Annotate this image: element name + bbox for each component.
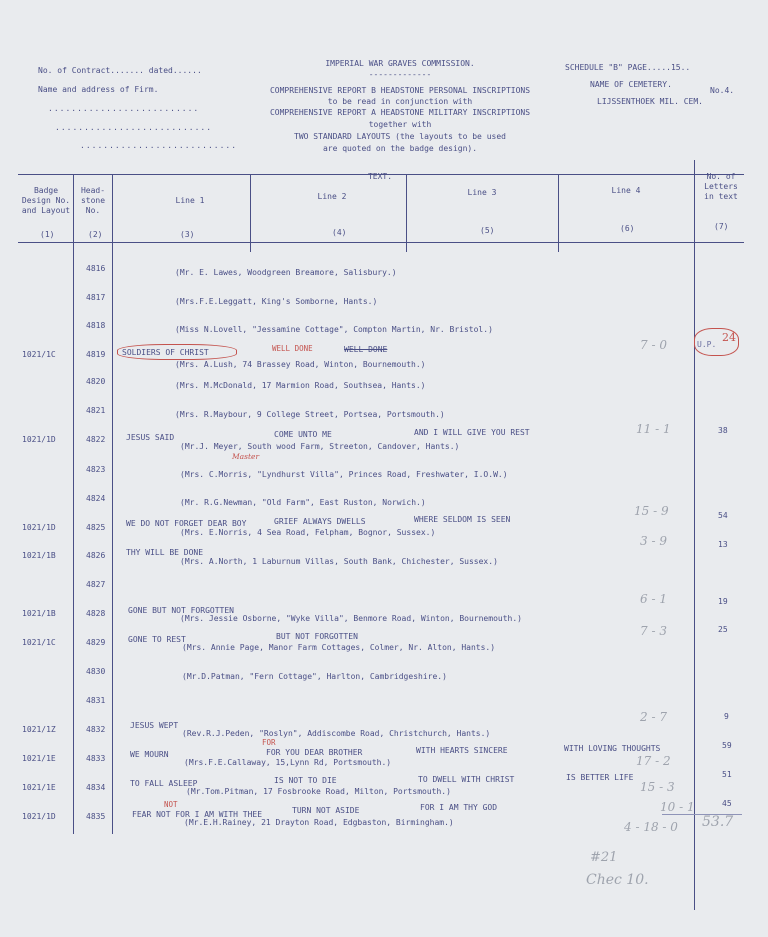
col-divider-5 bbox=[558, 174, 559, 252]
bottom-note-2: Chec 10. bbox=[586, 872, 649, 888]
row-address: (Mr.Tom.Pitman, 17 Fosbrooke Road, Milton, Portsmouth.) bbox=[186, 787, 451, 796]
dots-line-1: .......................... bbox=[48, 104, 200, 113]
pencil-total: 4 - 18 - 0 bbox=[624, 820, 678, 834]
headstone-no: 4829 bbox=[86, 638, 106, 647]
row-address: (Mrs.F.E.Callaway, 15,Lynn Rd, Portsmouth.) bbox=[184, 758, 392, 767]
row-address: (Mrs.F.E.Leggatt, King's Somborne, Hants.) bbox=[175, 297, 378, 306]
badge-design: 1021/1E bbox=[22, 754, 56, 763]
line1-text: WE MOURN bbox=[130, 750, 169, 759]
col-header-text-group: TEXT. bbox=[367, 172, 393, 181]
pencil-tally: 2 - 7 bbox=[640, 710, 667, 724]
pencil-tally: 15 - 9 bbox=[634, 504, 669, 518]
line4-text: WITH LOVING THOUGHTS bbox=[564, 744, 661, 753]
headstone-no: 4817 bbox=[86, 293, 106, 302]
letters-count: 54 bbox=[718, 511, 728, 520]
col-header-line1: Line 1 bbox=[175, 196, 205, 205]
letters-count: 24 bbox=[722, 331, 736, 344]
dots-line-2: ........................... bbox=[55, 123, 213, 132]
report-title-line-1: COMPREHENSIVE REPORT B HEADSTONE PERSONAL INSCRIPTIONS bbox=[269, 86, 531, 95]
line1-text: FEAR NOT FOR I AM WITH THEE bbox=[132, 810, 263, 819]
line3-text: WITH HEARTS SINCERE bbox=[416, 746, 508, 755]
headstone-no: 4833 bbox=[86, 754, 106, 763]
up-letters-label: U.P. bbox=[697, 340, 717, 349]
badge-design: 1021/1C bbox=[22, 350, 56, 359]
headstone-no: 4821 bbox=[86, 406, 106, 415]
row-address: (Mrs. A.Lush, 74 Brassey Road, Winton, Bournemouth.) bbox=[175, 360, 426, 369]
row-address: (Rev.R.J.Peden, "Roslyn", Addiscombe Road, Christchurch, Hants.) bbox=[182, 729, 491, 738]
col-header-line2: Line 2 bbox=[317, 192, 347, 201]
headstone-no: 4830 bbox=[86, 667, 106, 676]
line1-text: JESUS WEPT bbox=[130, 721, 179, 730]
headstone-no: 4822 bbox=[86, 435, 106, 444]
line3-text: TO DWELL WITH CHRIST bbox=[418, 775, 515, 784]
row-address: (Mr. E. Lawes, Woodgreen Breamore, Salisbury.) bbox=[175, 268, 397, 277]
line2-text: GRIEF ALWAYS DWELLS bbox=[274, 517, 366, 526]
col-number-6: (6) bbox=[620, 224, 635, 233]
line1-text: SOLDIERS OF CHRIST bbox=[122, 348, 209, 357]
line1-text: GONE BUT NOT FORGOTTEN bbox=[128, 606, 234, 615]
headstone-no: 4827 bbox=[86, 580, 106, 589]
line2-text: FOR YOU DEAR BROTHER bbox=[266, 748, 363, 757]
line1-text: THY WILL BE DONE bbox=[126, 548, 204, 557]
col-number-4: (4) bbox=[332, 228, 347, 237]
col-number-3: (3) bbox=[180, 230, 195, 239]
letters-count: 51 bbox=[722, 770, 732, 779]
badge-design: 1021/1B bbox=[22, 609, 56, 618]
commission-dashes: ------------- bbox=[368, 70, 432, 79]
pencil-tally: 7 - 3 bbox=[640, 624, 667, 638]
row-address: (Mr.J. Meyer, South wood Farm, Streeton, Candover, Hants.) bbox=[180, 442, 460, 451]
col-header-line3: Line 3 bbox=[467, 188, 497, 197]
red-master: Master bbox=[232, 452, 260, 461]
cemetery-name: LIJSSENTHOEK MIL. CEM. bbox=[597, 97, 703, 106]
firm-label: Name and address of Firm. bbox=[38, 85, 159, 94]
col-number-1: (1) bbox=[40, 230, 55, 239]
line1-text: WE DO NOT FORGET DEAR BOY bbox=[126, 519, 247, 528]
headstone-no: 4816 bbox=[86, 264, 106, 273]
red-circle-count bbox=[694, 328, 739, 356]
line3-text: FOR I AM THY GOD bbox=[420, 803, 498, 812]
report-title-line-3: COMPREHENSIVE REPORT A HEADSTONE MILITARY INSCRIPTIONS bbox=[269, 108, 531, 117]
pencil-tally: 11 - 1 bbox=[636, 422, 671, 436]
red-not: NOT bbox=[164, 800, 178, 809]
row-address: (Mrs. A.North, 1 Laburnum Villas, South Bank, Chichester, Sussex.) bbox=[180, 557, 498, 566]
row-address: (Mrs. C.Morris, "Lyndhurst Villa", Princes Road, Freshwater, I.O.W.) bbox=[180, 470, 508, 479]
line2-text: IS NOT TO DIE bbox=[274, 776, 337, 785]
row-address: (Mrs. Annie Page, Manor Farm Cottages, Colmer, Nr. Alton, Hants.) bbox=[182, 643, 496, 652]
letters-count: 9 bbox=[724, 712, 729, 721]
line3-text: WHERE SELDOM IS SEEN bbox=[414, 515, 511, 524]
letters-count: 59 bbox=[722, 741, 732, 750]
headstone-no: 4832 bbox=[86, 725, 106, 734]
badge-design: 1021/1B bbox=[22, 551, 56, 560]
dots-line-3: ........................... bbox=[80, 141, 238, 150]
headstone-no: 4835 bbox=[86, 812, 106, 821]
headstone-no: 4828 bbox=[86, 609, 106, 618]
cemetery-no: No.4. bbox=[710, 86, 735, 95]
col-header-line4: Line 4 bbox=[611, 186, 641, 195]
headstone-no: 4818 bbox=[86, 321, 106, 330]
headstone-no: 4820 bbox=[86, 377, 106, 386]
schedule-page: SCHEDULE "B" PAGE.....15.. bbox=[565, 63, 691, 72]
row-address: (Mrs. M.McDonald, 17 Marmion Road, Southsea, Hants.) bbox=[175, 381, 426, 390]
report-title-line-5: TWO STANDARD LAYOUTS (the layouts to be used bbox=[294, 132, 506, 141]
badge-design: 1021/1D bbox=[22, 435, 56, 444]
badge-design: 1021/1D bbox=[22, 523, 56, 532]
pencil-tally: 6 - 1 bbox=[640, 592, 667, 606]
row-address: (Mr. R.G.Newman, "Old Farm", East Ruston, Norwich.) bbox=[180, 498, 426, 507]
contract-label: No. of Contract....... dated...... bbox=[38, 66, 202, 75]
headstone-no: 4819 bbox=[86, 350, 106, 359]
pencil-tally: 3 - 9 bbox=[640, 534, 667, 548]
pencil-tally: 10 - 1 bbox=[660, 800, 695, 814]
line1-text: JESUS SAID bbox=[126, 433, 175, 442]
row-address: (Mr.E.H.Rainey, 21 Drayton Road, Edgbaston, Birmingham.) bbox=[184, 818, 454, 827]
badge-design: 1021/1C bbox=[22, 638, 56, 647]
table-header-rule bbox=[18, 242, 744, 243]
line4-text: IS BETTER LIFE bbox=[566, 773, 634, 782]
row-address: (Mrs. Jessie Osborne, "Wyke Villa", Benmore Road, Winton, Bournemouth.) bbox=[180, 614, 522, 623]
row-address: (Miss N.Lovell, "Jessamine Cottage", Compton Martin, Nr. Bristol.) bbox=[175, 325, 493, 334]
report-title-line-4: together with bbox=[368, 120, 432, 129]
pencil-total-2: 53.7 bbox=[702, 814, 734, 830]
badge-design: 1021/1E bbox=[22, 783, 56, 792]
col-divider-6 bbox=[694, 160, 695, 910]
letters-count: 25 bbox=[718, 625, 728, 634]
report-title-line-2: to be read in conjunction with bbox=[327, 97, 473, 106]
line2-text: TURN NOT ASIDE bbox=[292, 806, 360, 815]
line3-text: AND I WILL GIVE YOU REST bbox=[414, 428, 530, 437]
col-divider-2 bbox=[112, 174, 113, 834]
headstone-no: 4826 bbox=[86, 551, 106, 560]
struck-line2-text: WELL DONE bbox=[344, 345, 388, 354]
letters-count: 45 bbox=[722, 799, 732, 808]
letters-count: 19 bbox=[718, 597, 728, 606]
letters-count: 13 bbox=[718, 540, 728, 549]
col-header-design: Badge Design No. and Layout bbox=[21, 186, 71, 215]
commission-title: IMPERIAL WAR GRAVES COMMISSION. bbox=[325, 59, 475, 68]
pencil-tally: 15 - 3 bbox=[640, 780, 675, 794]
row-address: (Mrs. R.Maybour, 9 College Street, Portsea, Portsmouth.) bbox=[175, 410, 445, 419]
red-well-done: WELL DONE bbox=[272, 344, 313, 353]
line2-text: BUT NOT FORGOTTEN bbox=[276, 632, 358, 641]
pencil-tally: 7 - 0 bbox=[640, 338, 667, 352]
badge-design: 1021/1Z bbox=[22, 725, 56, 734]
col-divider-1 bbox=[73, 174, 74, 834]
row-address: (Mr.D.Patman, "Fern Cottage", Harlton, Cambridgeshire.) bbox=[182, 672, 447, 681]
col-header-headstone: Head-stone No. bbox=[80, 186, 106, 215]
headstone-no: 4834 bbox=[86, 783, 106, 792]
bottom-note-1: #21 bbox=[590, 850, 618, 865]
col-header-letters: No. of Letters in text bbox=[704, 172, 738, 201]
headstone-no: 4824 bbox=[86, 494, 106, 503]
red-for: FOR bbox=[262, 738, 276, 747]
badge-design: 1021/1D bbox=[22, 812, 56, 821]
col-number-7: (7) bbox=[714, 222, 729, 231]
pencil-tally: 17 - 2 bbox=[636, 754, 671, 768]
col-number-2: (2) bbox=[88, 230, 103, 239]
report-title-line-6: are quoted on the badge design). bbox=[322, 144, 478, 153]
line1-text: TO FALL ASLEEP bbox=[130, 779, 198, 788]
headstone-no: 4823 bbox=[86, 465, 106, 474]
line1-text: GONE TO REST bbox=[128, 635, 186, 644]
line2-text: COME UNTO ME bbox=[274, 430, 332, 439]
headstone-no: 4831 bbox=[86, 696, 106, 705]
letters-count: 38 bbox=[718, 426, 728, 435]
col-number-5: (5) bbox=[480, 226, 495, 235]
cemetery-label: NAME OF CEMETERY. bbox=[590, 80, 672, 89]
headstone-no: 4825 bbox=[86, 523, 106, 532]
red-circle-annotation bbox=[117, 344, 237, 360]
col-divider-4 bbox=[406, 174, 407, 252]
row-address: (Mrs. E.Norris, 4 Sea Road, Felpham, Bognor, Sussex.) bbox=[180, 528, 436, 537]
col-divider-3 bbox=[250, 174, 251, 252]
